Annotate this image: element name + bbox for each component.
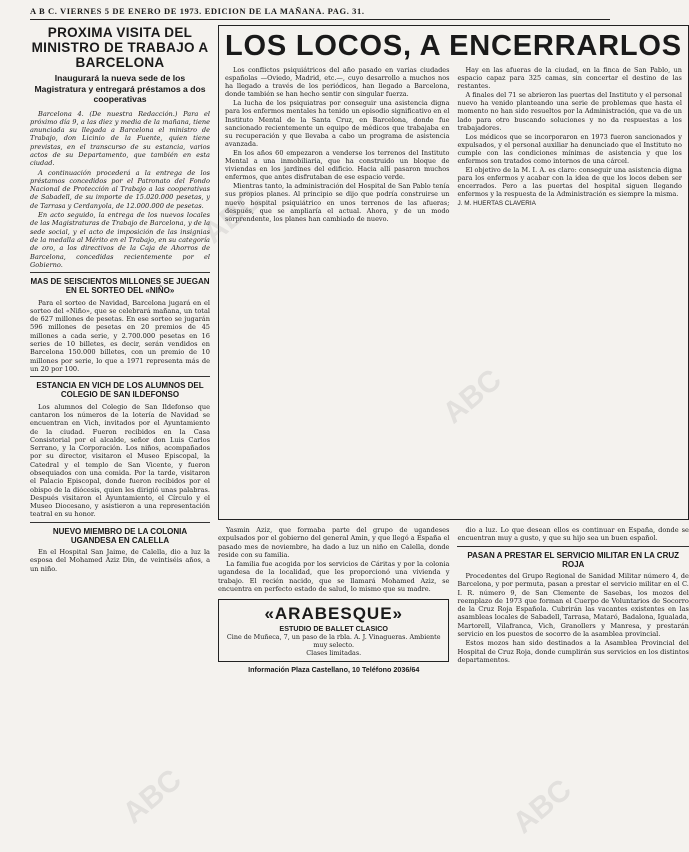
feature-paragraph: A finales del 71 se abrieron las puertas del Instituto y el personal nuevo ha venido planteando una serie de problemas que hasta el momento no han sido resueltos por la Administración, que va de un lado para otro buscando soluciones y no da respuestas a los trabajadores.: [457, 91, 682, 132]
lower-column: [457, 526, 688, 845]
ad-subtitle: ESTUDIO DE BALLET CLASICO: [279, 624, 389, 634]
feature-paragraph: Los médicos que se incorporaron en 1973 fueron sancionados y expulsados, y el personal auxiliar ha denunciado que el Instituto no cumple con las condiciones mínimas de asistencia y que los enfermos son tratados como internos de una cárcel.: [457, 132, 682, 166]
left-paragraph: Barcelona 4. (De nuestra Redacción.) Para el próximo día 9, a las diez y media de la mañana, tiene anunciada su llegada a Barcelona el ministro de Trabajo, don Licinio de la Fuente, quien tiene previstas, en el transcurso de su estancia, varios actos de su Departamento, que también en esta ciudad.: [30, 109, 210, 168]
watermark: ABC: [436, 363, 508, 431]
watermark: ABC: [506, 773, 578, 841]
advertisement: [218, 599, 449, 662]
ad-info: Información Plaza Castellano, 10 Teléfono 2036/64: [248, 665, 420, 675]
lower-paragraph: Procedentes del Grupo Regional de Sanidad Militar número 4, de Barcelona, y por permuta, pasan a prestar el servicio militar en el C. I. R. número 9, de San Clemente de Sasebas, los mozos del reemplazo de 1973 que forman el Cuerpo de Voluntarios de Socorro de la Cruz Roja Española. Cubrirán las vacantes existentes en las asambleas locales de Sabadell, Tarrasa, Mataró, Badalona, Igualada, Martorell, Vilafranca, Vich, Granollers y Manresa, y prestarán servicio en los puestos de socorro de la asamblea provincial.: [457, 572, 689, 639]
left-paragraph: Para el sorteo de Navidad, Barcelona jugará en el sorteo del «Niño», que se celebrará mañana, un total de 627 millones de pesetas. En ese sorteo se jugarán 596 millones de pesetas en 20 premios de 45 millones a cada serie, y 2.700.000 pesetas en 16 series de 10 billetes, es decir, serán vendidos en Barcelona 150.000 billetes, con un premio de 10 millones por serie, lo que a 1971 representa más de un 20 por 100.: [30, 298, 210, 373]
feature-headline: LOS LOCOS, A ENCERRARLOS: [225, 30, 682, 62]
left-subhead: Inaugurará la nueva sede de los Magistratura y entregará préstamos a dos cooperativas: [34, 73, 206, 104]
lower-paragraph: La familia fue acogida por los servicios de Cáritas y por la colonia ugandesa de la localidad, que les proporcionó una vivienda y trabajo. El recién nacido, que se llamará Mohamed Aziz, se encuentra en perfecto estado de salud, lo mismo que su madre.: [218, 560, 450, 594]
left-paragraph: En acto seguido, la entrega de los nuevos locales de las Magistraturas de Trabajo de Barcelona, y de la sede social, y el acto de imposición de las insignias de la medalla al Mérito en el Trabajo, en su categoría de oro, a los directivos de la Caja de Ahorros de Barcelona, concedidas recientemente por el Gobierno.: [30, 211, 210, 269]
left-headline: PROXIMA VISITA DEL MINISTRO DE TRABAJO A BARCELONA: [31, 25, 209, 70]
feature-column: [225, 66, 449, 224]
feature-paragraph: En los años 60 empezaron a venderse los terrenos del Instituto Mental a una inmobiliaria, que ha construido un bloque de viviendas en los jardines del edificio. Hacia allí pasaron muchos enfermos, que antes disfrutaban de ese espacio verde.: [225, 148, 450, 182]
lower-paragraph: dio a luz. Lo que desean ellos es continuar en España, donde se encuentran muy a gusto, y que su hijo sea un buen español.: [457, 526, 689, 543]
divider: [30, 522, 210, 523]
watermark: ABC: [116, 763, 188, 831]
left-paragraph: Los alumnos del Colegio de San Ildefonso que cantaron los números de la lotería de Navidad se encuentran en Vich, invitados por el Ayuntamiento de la ciudad. Fueron recibidos en la Casa Consistorial por el alcalde, señor don Luis Carlos Serrano, y la Corporación. Los niños, acompañados por su director, visitaron el Museo Episcopal, la Catedral y el templo de San Vicente, y fueron obsequiados con una comida. Por la tarde, visitaron el Palacio Episcopal, donde fueron recibidos por el obispo de la diócesis, quien les dirigió unas palabras. Después visitaron el Ayuntamiento, el Círculo y el Museo Diocesano, y asistieron a una representación teatral en su honor.: [30, 402, 210, 519]
ad-line: Clases limitadas.: [306, 649, 362, 658]
left-paragraph: A continuación procederá a la entrega de los préstamos concedidos por el Patronato del Fondo Nacional de Protección al Trabajo a las cooperativas de Sabadell, de su importe de 15.020.000 pesetas, y de Tarrasa y Cerdanyola, de 12.000.000 de pesetas.: [30, 168, 210, 210]
section-heading: PASAN A PRESTAR EL SERVICIO MILITAR EN LA CRUZ ROJA: [467, 550, 680, 569]
section-heading: NUEVO MIEMBRO DE LA COLONIA UGANDESA EN CALELLA: [52, 526, 188, 545]
section-heading: MAS DE SEISCIENTOS MILLONES SE JUEGAN EN EL SORTEO DEL «NIÑO»: [30, 277, 210, 296]
divider: [30, 272, 210, 273]
feature-paragraph: El objetivo de la M. I. A. es claro: conseguir una asistencia digna para los enfermos y acabar con la idea de que los locos deben ser encerrados. Pero a las puertas del hospital siguen llegando enfermos y la respuesta de la Administración es siempre la misma.: [457, 166, 682, 199]
feature-column: [457, 66, 681, 224]
feature-article-box: [218, 25, 689, 520]
masthead: A B C. VIERNES 5 DE ENERO DE 1973. EDICION DE LA MAÑANA. PAG. 31.: [30, 6, 610, 20]
lower-paragraph: Estos mozos han sido destinados a la Asamblea Provincial del Hospital de Cruz Roja, donde cumplirán sus servicios en los distintos departamentos.: [457, 639, 689, 664]
section-heading: ESTANCIA EN VICH DE LOS ALUMNOS DEL COLEGIO DE SAN ILDEFONSO: [36, 381, 204, 400]
lower-column: [218, 526, 449, 845]
ad-line: Cine de Muñeca, 7, un paso de la rbla. A. J. Vinagueras. Ambiente muy selecto.: [226, 633, 441, 650]
left-paragraph: En el Hospital San Jaime, de Calella, dio a luz la esposa del Mohamed Aziz Din, de veintiséis años, a un niño.: [30, 548, 210, 573]
feature-paragraph: Mientras tanto, la administración del Hospital de San Pablo tenía sus propios planes. Al principio se dijo que podría construirse un nuevo hospital psiquiátrico en unos terrenos de las afueras; después, que se ampliaría el actual. Ahora, y de un modo sorprendente, los planes han cambiado de nuevo.: [225, 182, 450, 223]
byline: J. M. HUERTAS CLAVERIA: [457, 199, 536, 207]
lower-paragraph: Yasmin Aziz, que formaba parte del grupo de ugandeses expulsados por el gobierno del general Amin, y que llegó a España el pasado mes de noviembre, ha dado a luz un niño en Calella, donde reside con su familia.: [218, 526, 450, 559]
watermark: ABC: [196, 183, 268, 251]
divider: [457, 546, 688, 547]
feature-paragraph: Hay en las afueras de la ciudad, en la finca de San Pablo, un espacio capaz para 325 camas, sin concertar el destino de las restantes.: [457, 66, 682, 91]
left-column: [30, 25, 210, 845]
lower-columns: [218, 526, 689, 845]
feature-paragraph: La lucha de los psiquiatras por conseguir una asistencia digna para los enfermos mentales ha tenido un episodio significativo en el Instituto Mental de la Santa Cruz, en Barcelona, donde fue sancionado recientemente un equipo de médicos que trabajaba en su recuperación y que llevaba a cabo un programa de asistencia avanzada.: [225, 99, 450, 148]
divider: [30, 376, 210, 377]
right-area: [218, 25, 689, 845]
ad-title: «ARABESQUE»: [264, 604, 403, 624]
feature-paragraph: Los conflictos psiquiátricos del año pasado en varias ciudades españolas —Oviedo, Madrid, etc.—, cuyo desarrollo a muchos nos ha llegado a través de los periódicos, han llegado a Barcelona, donde también se han hecho sentir con singular fuerza.: [225, 66, 450, 99]
